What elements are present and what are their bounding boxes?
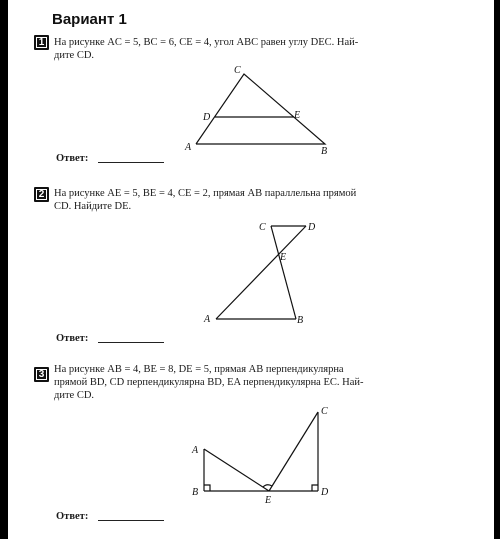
point-b-label: B bbox=[321, 146, 328, 157]
point-e-label: E bbox=[265, 495, 272, 506]
problem-2-number-badge: 2 bbox=[34, 187, 49, 202]
point-e-label: E bbox=[294, 110, 301, 121]
problem-3-figure bbox=[8, 0, 494, 539]
point-b-label: B bbox=[192, 487, 199, 498]
problem-2-text-line-2: CD. Найдите DE. bbox=[54, 201, 132, 212]
point-c-label: C bbox=[259, 222, 266, 233]
point-d-label: D bbox=[308, 222, 316, 233]
point-c-label: C bbox=[321, 406, 328, 417]
point-e-label: E bbox=[280, 252, 287, 263]
point-d-label: D bbox=[321, 487, 329, 498]
worksheet-page bbox=[8, 0, 494, 539]
right-angle-mark-e bbox=[263, 485, 272, 487]
problem-3-answer-line[interactable] bbox=[98, 520, 164, 521]
problem-3-text-line-2: прямой BD, CD перпендикулярна BD, EA перпендикулярна EC. Най- bbox=[54, 377, 364, 388]
problem-1-answer-label: Ответ: bbox=[56, 153, 89, 164]
segment-ec bbox=[269, 412, 318, 491]
problem-3-answer bbox=[56, 511, 164, 522]
point-a-label: A bbox=[185, 142, 192, 153]
right-angle-mark-b bbox=[204, 485, 210, 491]
problem-3-number-badge: 3 bbox=[34, 367, 49, 382]
point-c-label: C bbox=[234, 65, 241, 76]
problem-1-number-badge: 1 bbox=[34, 35, 49, 50]
point-a-label: A bbox=[192, 445, 199, 456]
problem-2-answer-label: Ответ: bbox=[56, 333, 89, 344]
point-b-label: B bbox=[297, 315, 304, 326]
right-angle-mark-d bbox=[312, 485, 318, 491]
problem-2-text-line-1: На рисунке AE = 5, BE = 4, CE = 2, прямая AB параллельна прямой bbox=[54, 188, 357, 199]
point-d-label: D bbox=[203, 112, 211, 123]
point-a-label: A bbox=[204, 314, 211, 325]
problem-3-text-line-3: дите CD. bbox=[54, 390, 95, 401]
problem-1-text-line-2: дите CD. bbox=[54, 50, 95, 61]
problem-1-text-line-1: На рисунке AC = 5, BC = 6, CE = 4, угол ABC равен углу DEC. Най- bbox=[54, 37, 359, 48]
segment-ae bbox=[204, 449, 269, 491]
problem-3-answer-label: Ответ: bbox=[56, 511, 89, 522]
variant-title: Вариант 1 bbox=[52, 11, 127, 28]
problem-3-text-line-1: На рисунке AB = 4, BE = 8, DE = 5, прямая AB перпендикулярна bbox=[54, 364, 344, 375]
